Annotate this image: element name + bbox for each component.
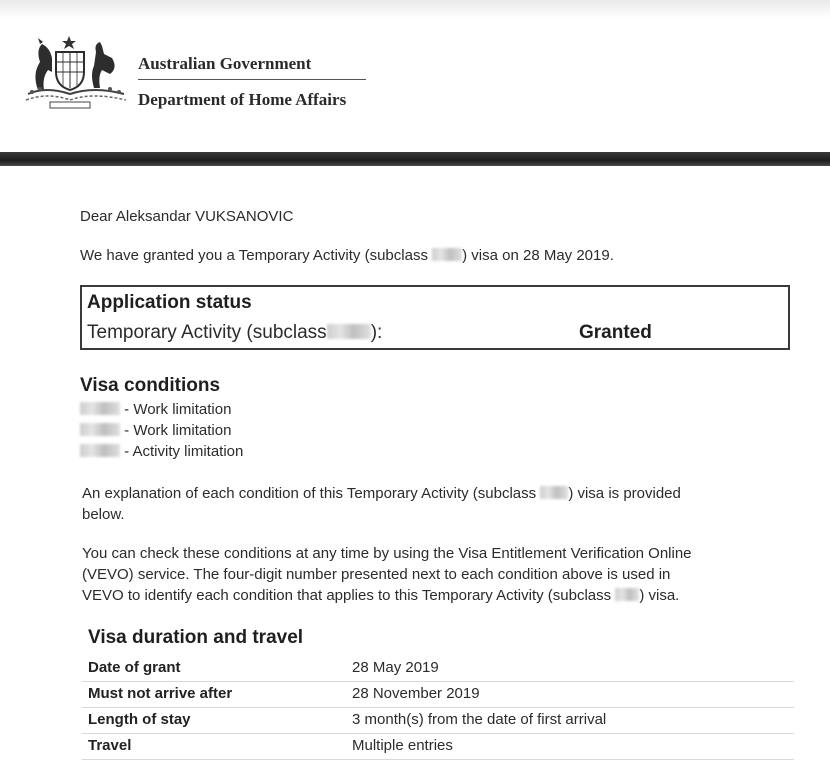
condition-text: - Work limitation [120, 401, 232, 418]
condition-text: - Activity limitation [120, 443, 244, 460]
department-name: Department of Home Affairs [138, 90, 347, 109]
vevo-text: VEVO to identify each condition that applies to this Temporary Activity (subclass [82, 587, 612, 604]
redacted-subclass [432, 248, 462, 261]
redacted-subclass [327, 324, 371, 339]
explanation-text-end: ) visa is provided [568, 485, 681, 502]
grant-intro-text: We have granted you a Temporary Activity (subclass [80, 247, 428, 264]
row-value: 28 November 2019 [352, 685, 480, 702]
redacted-condition-code [80, 444, 120, 457]
condition-item [80, 422, 231, 439]
status-visa-label [87, 322, 382, 344]
table-row [82, 655, 794, 682]
status-visa-label-text: Temporary Activity (subclass [87, 322, 327, 343]
redacted-condition-code [80, 402, 120, 415]
coat-of-arms-icon [22, 32, 130, 110]
header-divider [138, 79, 366, 80]
redacted-subclass [615, 588, 639, 601]
status-visa-label-end: ): [370, 322, 383, 343]
vevo-line: (VEVO) service. The four-digit number presented next to each condition above is used in [82, 566, 671, 583]
grant-intro-text-end: ) visa on 28 May 2019. [462, 247, 614, 264]
application-status-box [80, 285, 790, 350]
row-value: Multiple entries [352, 737, 453, 754]
row-value: 28 May 2019 [352, 659, 439, 676]
explanation-line [82, 483, 681, 504]
status-heading: Application status [87, 292, 252, 313]
row-label: Travel [88, 737, 132, 754]
table-row [82, 681, 794, 708]
duration-heading: Visa duration and travel [88, 627, 304, 648]
row-label: Must not arrive after [88, 685, 233, 702]
conditions-heading: Visa conditions [80, 375, 221, 396]
condition-item [80, 401, 231, 418]
header-bar [0, 152, 830, 166]
redacted-subclass [540, 486, 568, 499]
vevo-text-end: ) visa. [639, 587, 680, 604]
row-label: Length of stay [88, 711, 191, 728]
condition-text: - Work limitation [120, 422, 232, 439]
row-label: Date of grant [88, 659, 181, 676]
explanation-text: An explanation of each condition of this Temporary Activity (subclass [82, 485, 537, 502]
table-row [82, 733, 794, 760]
scan-shadow [0, 0, 830, 18]
explanation-line: below. [82, 506, 125, 523]
row-value: 3 month(s) from the date of first arrival [352, 711, 607, 728]
government-name: Australian Government [138, 54, 312, 73]
table-row [82, 707, 794, 734]
condition-item [80, 443, 243, 460]
greeting: Dear Aleksandar VUKSANOVIC [80, 208, 294, 225]
vevo-line [82, 585, 679, 606]
grant-intro [80, 247, 614, 264]
status-value: Granted [579, 322, 652, 343]
vevo-line: You can check these conditions at any time by using the Visa Entitlement Verification Online [82, 545, 692, 562]
redacted-condition-code [80, 423, 120, 436]
